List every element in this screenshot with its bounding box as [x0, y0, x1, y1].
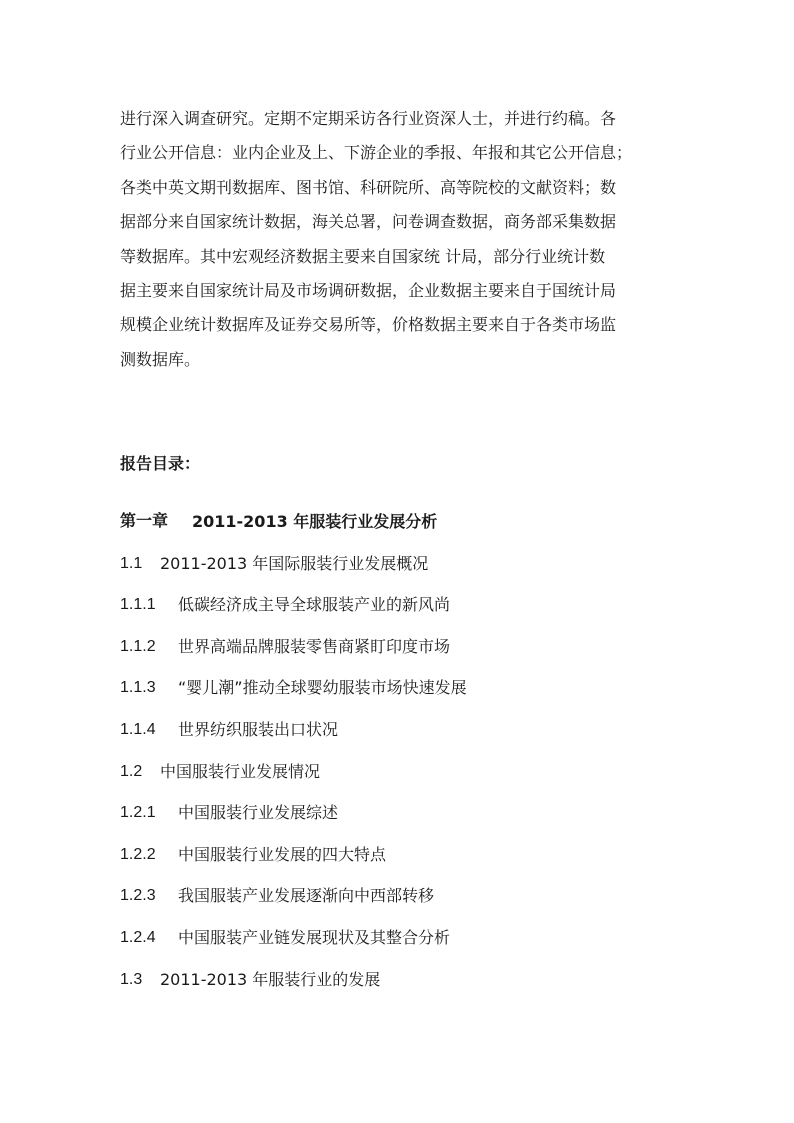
toc-entry-title: 2011-2013 年服装行业发展分析: [192, 512, 438, 531]
toc-entry-title: 2011-2013 年国际服装行业发展概况: [160, 553, 429, 573]
toc-entry-title: 中国服装行业发展综述: [178, 803, 339, 823]
paragraph-line: 据主要来自国家统计局及市场调研数据，企业数据主要来自于国统计局: [120, 280, 617, 300]
toc-entry-number: 1.1.3: [120, 679, 156, 697]
toc-entry-subsection: [120, 924, 680, 966]
toc-entry-title: 低碳经济成主导全球服装产业的新风尚: [178, 595, 451, 615]
toc-entry-subsection: [120, 841, 680, 883]
toc-entry-title: 2011-2013 年服装行业的发展: [160, 969, 381, 989]
toc-entry-title: 中国服装行业发展情况: [160, 761, 321, 781]
toc-entry-section: [120, 550, 680, 592]
table-of-contents: [120, 508, 680, 1007]
toc-entry-number: 1.2.4: [120, 928, 156, 946]
paragraph-line: 据部分来自国家统计数据，海关总署，问卷调查数据，商务部采集数据: [120, 212, 617, 232]
paragraph-line: 规模企业统计数据库及证券交易所等，价格数据主要来自于各类市场监: [120, 315, 617, 335]
toc-entry-title: 中国服装行业发展的四大特点: [178, 844, 387, 864]
paragraph-line: 进行深入调查研究。定期不定期采访各行业资深人士，并进行约稿。各: [120, 109, 617, 128]
paragraph-line: 测数据库。: [120, 349, 201, 369]
toc-entry-subsection: [120, 633, 680, 675]
toc-entry-section: [120, 966, 680, 1008]
toc-entry-number: 1.3: [120, 970, 143, 988]
toc-entry-number: 1.1.2: [120, 637, 156, 655]
toc-entry-title: 世界纺织服装出口状况: [178, 719, 339, 739]
toc-entry-title: 中国服装产业链发展现状及其整合分析: [178, 927, 451, 947]
toc-entry-number: 第一章: [120, 513, 169, 530]
toc-heading: 报告目录：: [120, 454, 201, 473]
toc-entry-subsection: [120, 591, 680, 633]
toc-entry-subsection: [120, 716, 680, 758]
toc-entry-title: 世界高端品牌服装零售商紧盯印度市场: [178, 636, 451, 656]
toc-entry-number: 1.1.4: [120, 720, 156, 738]
body-paragraph: [120, 102, 686, 377]
toc-entry-number: 1.1: [120, 554, 143, 572]
toc-entry-subsection: [120, 799, 680, 841]
toc-entry-subsection: [120, 674, 680, 716]
toc-entry-number: 1.2.1: [120, 804, 156, 822]
toc-entry-title: 我国服装产业发展逐渐向中西部转移: [178, 886, 435, 906]
toc-entry-number: 1.2.2: [120, 845, 156, 863]
toc-entry-number: 1.1.1: [120, 596, 156, 614]
paragraph-line: 行业公开信息：业内企业及上、下游企业的季报、年报和其它公开信息；: [120, 143, 633, 163]
toc-entry-number: 1.2: [120, 762, 143, 780]
toc-entry-title: “婴儿潮”推动全球婴幼服装市场快速发展: [178, 678, 467, 698]
paragraph-line: 等数据库。其中宏观经济数据主要来自国家统 计局，部分行业统计数: [120, 246, 606, 266]
toc-entry-number: 1.2.3: [120, 887, 156, 905]
toc-entry-section: [120, 758, 680, 800]
toc-entry-chapter: [120, 508, 680, 550]
toc-entry-subsection: [120, 882, 680, 924]
paragraph-line: 各类中英文期刊数据库、图书馆、科研院所、高等院校的文献资料；数: [120, 177, 617, 197]
